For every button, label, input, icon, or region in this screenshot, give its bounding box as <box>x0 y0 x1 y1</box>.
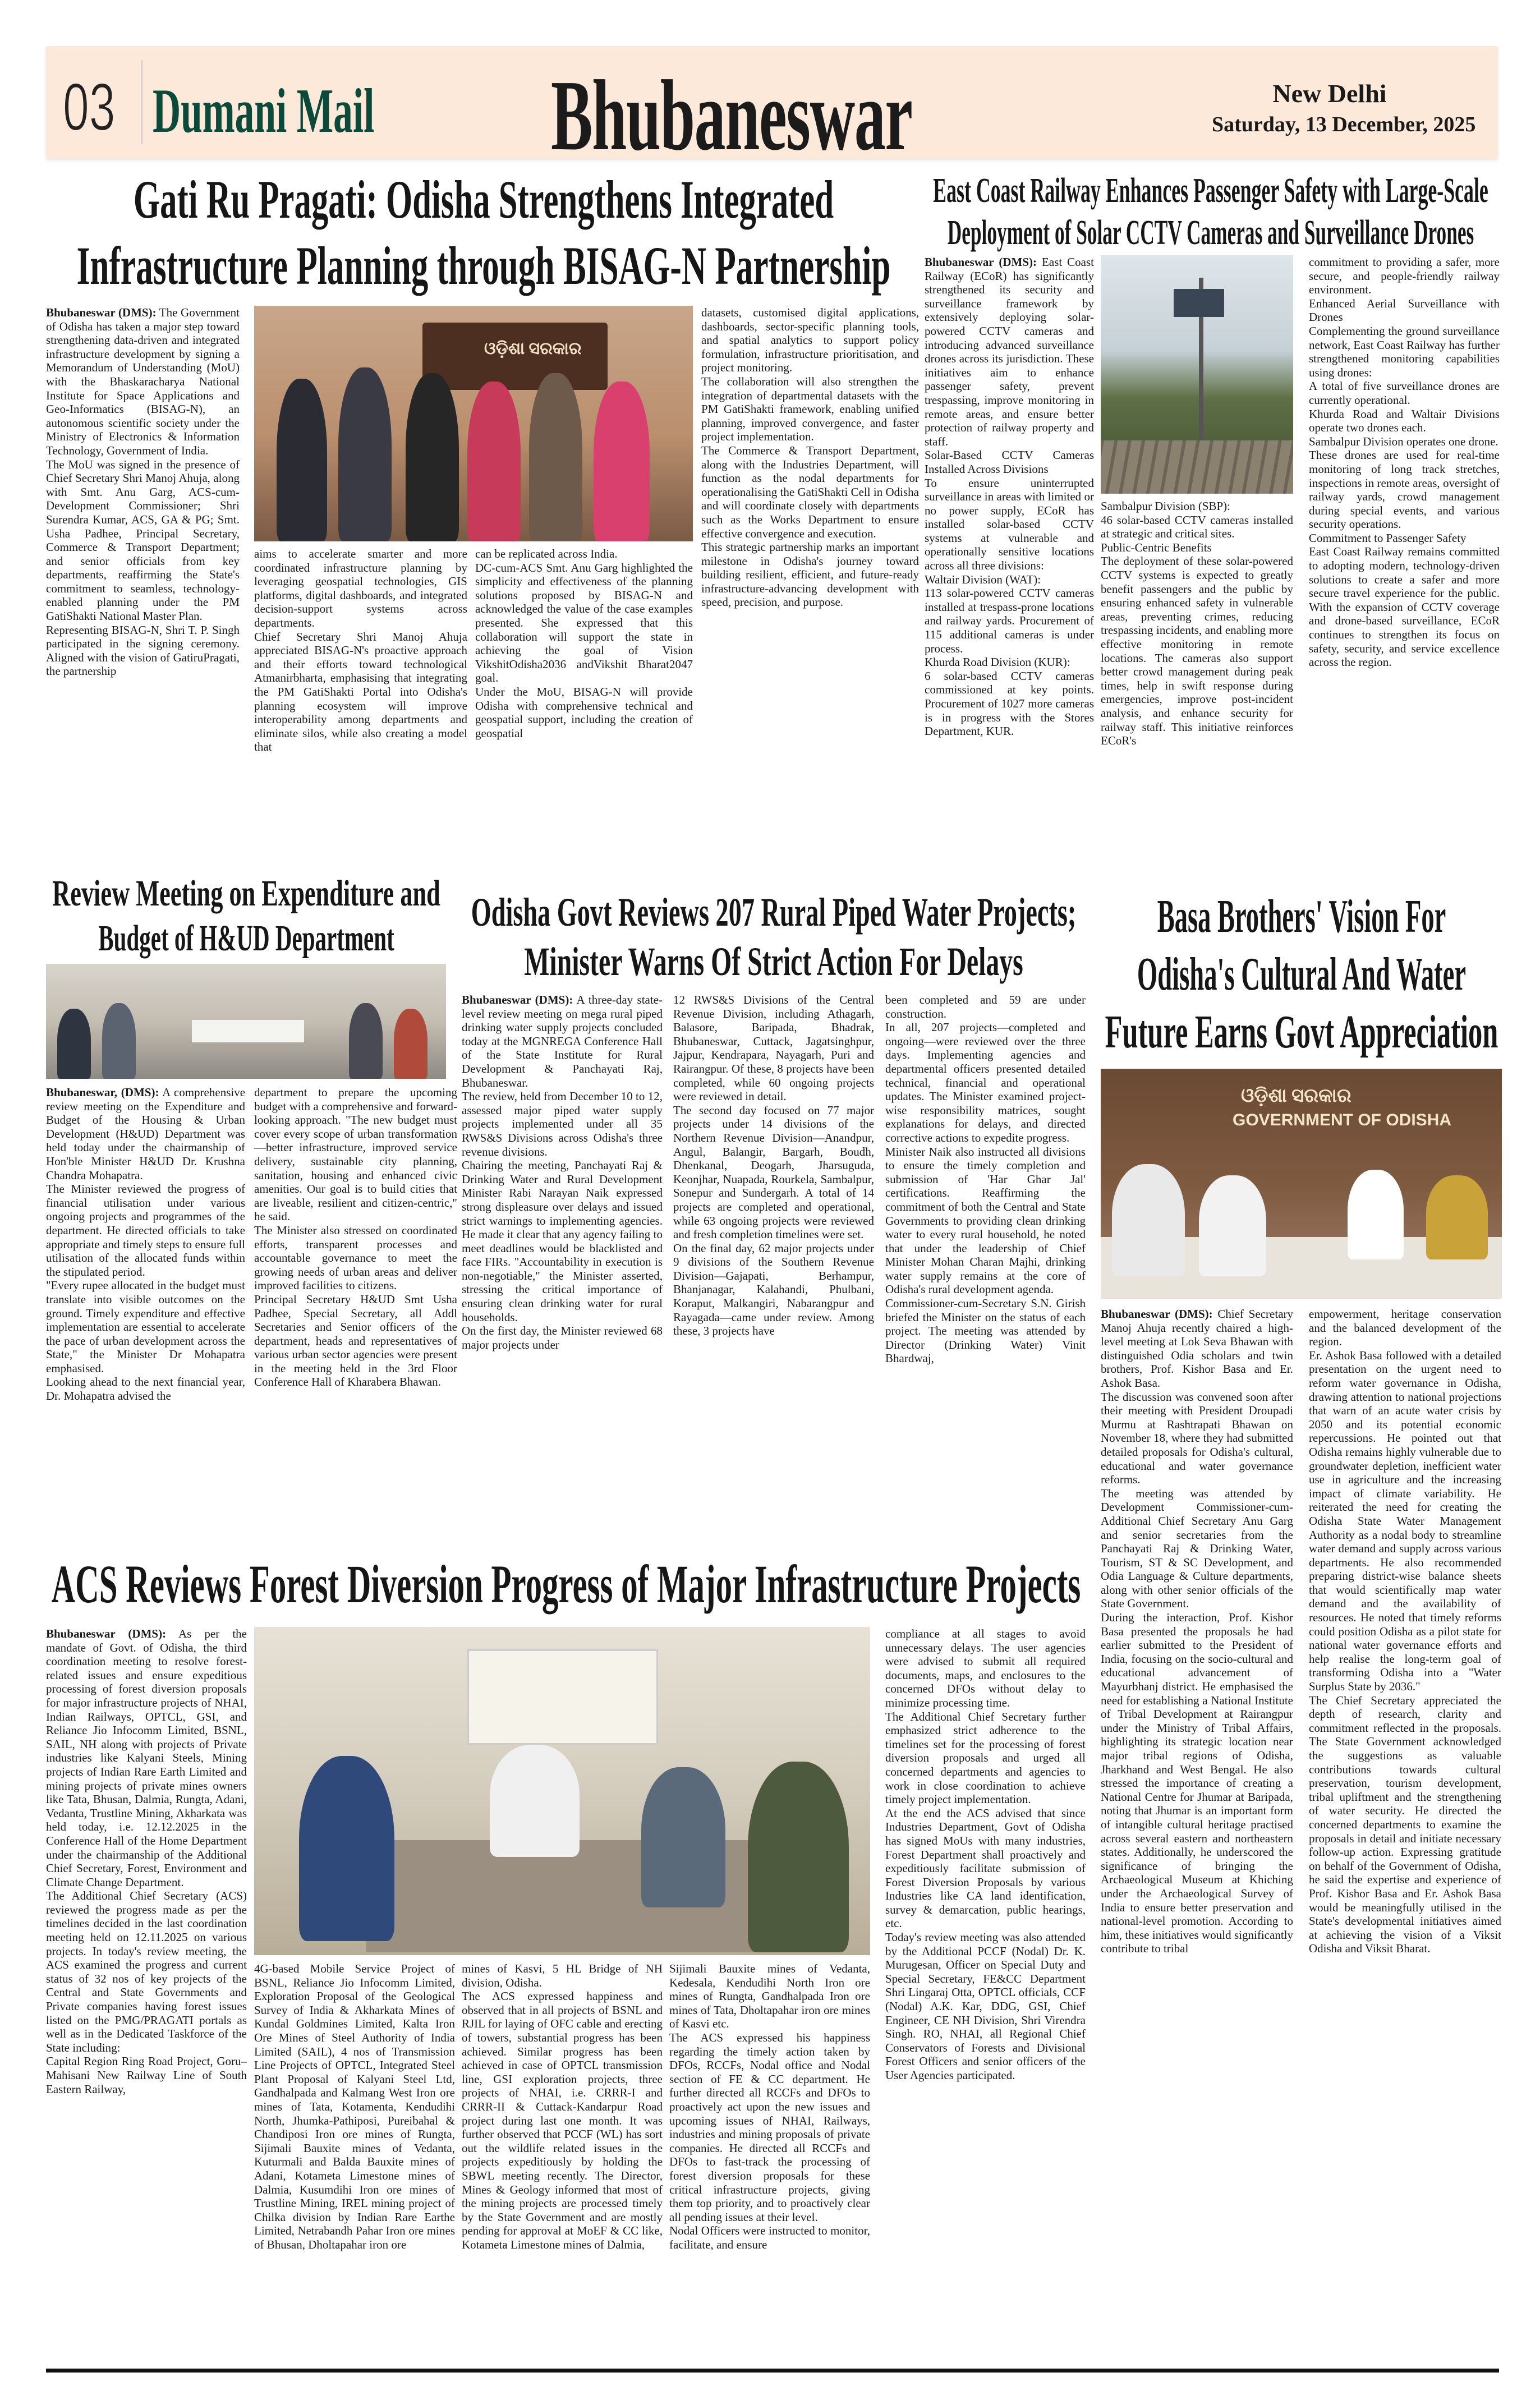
paragraph: mines of Kasvi, 5 HL Bridge of NH division, Odisha. <box>462 1962 663 1989</box>
person-figure <box>57 1009 91 1079</box>
paragraph: empowerment, heritage conservation and the balanced development of the region. <box>1309 1307 1501 1349</box>
article-column <box>46 1086 245 1540</box>
article-headline-ecor <box>925 171 1497 255</box>
paragraph: department to prepare the upcoming budget with a comprehensive and forward-looking approach. "The new budget must cover every scope of urban transformation—better infrastructure, improved service delivery, sustainable city planning, sanitation, housing and enhanced civic amenities. Our goal is to build cities that are liveable, resilient and citizen-centric," he said. <box>254 1086 457 1224</box>
paragraph: The discussion was convened soon after their meeting with President Droupadi Murmu at Rashtrapati Bhawan on November 18, where they had submitted detailed proposals for Odisha's cultural, educational and water governance reforms. <box>1101 1390 1293 1487</box>
person-figure <box>467 381 521 541</box>
paragraph: Principal Secretary H&UD Smt Usha Padhee, Special Secretary, all Addl Secretaries and Senior officers of the department, heads and representatives of various urban sector agencies were present in the meeting held in the 3rd Floor Conference Hall of Kharabera Bhawan. <box>254 1292 457 1389</box>
paragraph: During the interaction, Prof. Kishor Basa presented the proposals he had earlier submitted to the President of India, focusing on the socio-cultural and educational advancement of Mayurbhanj district. He emphasised the need for establishing a National Institute of Tribal Development at Rairangpur under the Ministry of Tribal Affairs, highlighting its strategic location near major tribal regions of Odisha, Jharkhand and West Bengal. He also stressed the importance of creating a National Centre for Jhumar at Baripada, noting that Jhumar is an important form of intangible cultural heritage practised across several eastern and northeastern states. Additionally, he underscored the significance of bringing the Archaeological Museum at Khiching under the Archaeological Survey of India to ensure better preservation and national-level promotion. According to him, these initiatives would significantly contribute to tribal <box>1101 1611 1293 1956</box>
dateline: Bhubaneswar, (DMS): <box>46 1086 159 1099</box>
paragraph: 12 RWS&S Divisions of the Central Revenue Division, including Athagarh, Balasore, Baripada, Bhadrak, Bhubaneswar, Cuttack, Jagatsinghpur, Jajpur, Kendrapara, Nayagarh, Puri and Rairangpur. Of these, 8 projects have been completed, while 60 ongoing projects were reviewed in detail. <box>673 993 874 1104</box>
paragraph: Public-Centric Benefits <box>1101 540 1212 554</box>
article-column <box>925 255 1094 881</box>
paragraph: On the final day, 62 major projects under 9 divisions of the Southern Revenue Division—Gajapati, Berhampur, Bhanjanagar, Kalahandi, Phulbani, Koraput, Malkangiri, Nabarangpur and Rayagada—came under review. Among these, 3 projects have <box>673 1241 874 1338</box>
article-column <box>1101 499 1293 881</box>
person-figure <box>1112 1164 1185 1276</box>
conference-table <box>192 1020 304 1042</box>
masthead <box>46 46 1498 171</box>
paragraph: datasets, customised digital applications, dashboards, sector-specific planning tools, and spatial analytics to support policy formulation, infrastructure prioritisation, and project monitoring. <box>701 306 919 375</box>
article-column <box>669 1962 870 2356</box>
person-figure <box>1426 1175 1488 1259</box>
article-headline-forest <box>46 1553 1086 1617</box>
paragraph: The collaboration will also strengthen the integration of departmental datasets with the PM GatiShakti framework, enabling unified planning, improved convergence, and faster project implementation. <box>701 374 919 444</box>
paragraph: "Every rupee allocated in the budget must translate into visible outcomes on the ground. Timely expenditure and effective implementation are essential to accelerate the pace of urban development across the State," the Minister Dr Mohapatra emphasised. <box>46 1279 245 1375</box>
article-headline-hud <box>46 872 446 962</box>
paragraph: The Minister also stressed on coordinated efforts, transparent processes and accountable governance to meet the growing needs of urban areas and deliver improved facilities to citizens. <box>254 1223 457 1293</box>
dateline: Bhubaneswar (DMS): <box>46 306 157 319</box>
paragraph <box>46 306 240 458</box>
article-column <box>1309 1307 1501 2356</box>
headline-line: Odisha Govt Reviews 207 Rural Piped Water Projects; <box>471 890 1077 935</box>
paragraph: 6 solar-based CCTV cameras commissioned at key points. Procurement of 1027 more cameras is in progress with the Stores Department, KUR. <box>925 669 1094 738</box>
paragraph: Representing BISAG-N, Shri T. P. Singh participated in the signing ceremony. Aligned with the vision of GatiruPragati, the partnership <box>46 623 240 678</box>
paragraph: Sijimali Bauxite mines of Vedanta, Kedesala, Kendudihi North Iron ore mines of Rungta, Gandhalpada Iron ore mines of Tata, Dholtapahar iron ore mines of Kasvi etc. <box>669 1962 870 2031</box>
headline-line: Budget of H&UD Department <box>98 918 394 959</box>
paragraph: The deployment of these solar-powered CCTV systems is expected to greatly benefit passengers and the public by ensuring enhanced safety in vulnerable areas, preventing crimes, reducing trespassing incidents, and enabling more effective monitoring in remote locations. The cameras also support better crowd management during peak times, help in swift response during emergencies, improve post-incident analysis, and enhance security for railway staff. This initiative reinforces ECoR's <box>1101 554 1293 748</box>
paragraph: can be replicated across India. <box>475 547 618 560</box>
paragraph <box>925 255 1094 448</box>
person-figure <box>529 373 582 541</box>
paragraph: Under the MoU, BISAG-N will provide Odisha with comprehensive technical and geospatial support, including the creation of geospatial <box>475 684 693 740</box>
headline-line: Minister Warns Of Strict Action For Delays <box>524 939 1023 984</box>
paragraph <box>46 1627 247 1889</box>
article-column <box>885 993 1086 1540</box>
paragraph: Sambalpur Division (SBP): <box>1101 499 1231 513</box>
paragraph: The Additional Chief Secretary (ACS) reviewed the progress made as per the timelines decided in the last coordination meeting held on 12.11.2025 on various projects. In today's review meeting, the ACS examined the progress and current status of 32 nos of key projects of the Central and State Governments and Private companies having forest issues listed on the PMG/PRAGATI portals as well as in the Dedicated Taskforce of the State including: <box>46 1889 247 2054</box>
paragraph-text: As per the mandate of Govt. of Odisha, the third coordination meeting to resolve forest-related issues and ensure expeditious processing of forest diversion proposals for major infrastructure projects of NHAI, Indian Railways, OPTCL, GSI, and Reliance Jio Infocomm Limited, BSNL, SAIL, NH along with projects of Private industries like Kalyani Steels, Mining projects of Indian Rare Earth Limited and mining projects of private mines owners like Tata, Bhusan, Dalmia, Rungta, Adani, Vedanta, Trustline Mining, Akharkata was held today, i.e. 12.12.2025 in the Conference Hall of the Home Department under the chairmanship of the Additional Chief Secretary, Forest, Environment and Climate Change Department. <box>46 1627 247 1889</box>
headline-line: Deployment of Solar CCTV Cameras and Surveillance Drones <box>947 214 1474 252</box>
person-figure <box>1348 1170 1404 1259</box>
paragraph <box>462 993 663 1089</box>
screen <box>467 1649 658 1745</box>
paragraph: East Coast Railway remains committed to adopting modern, technology-driven solutions to create a safer and more secure travel experience for the public. With the expansion of CCTV coverage and drone-based surveillance, ECoR continues to strengthen its focus on safety, security, and service excellence across the region. <box>1309 545 1500 669</box>
dateline: Bhubaneswar (DMS): <box>462 993 573 1006</box>
paragraph: A total of five surveillance drones are currently operational. <box>1309 379 1500 407</box>
paragraph: The ACS expressed his happiness regarding the timely action taken by DFOs, RCCFs, Nodal office and Nodal section of FE & CC department. He further directed all RCCFs and DFOs to proactively act upon the new issues and upcoming issues of NHAI, Railways, industries and mining proposals of private companies. He directed all RCCFs and DFOs to fast-track the processing of forest diversion proposals for these critical infrastructure projects, giving them top priority, and to proactively clear all pending issues at their level. <box>669 2030 870 2224</box>
article-column <box>701 306 919 864</box>
dateline: Bhubaneswar (DMS): <box>46 1627 167 1640</box>
paragraph: The ACS expressed happiness and observed that in all projects of BSNL and RJIL for laying of OFC cable and erecting of towers, substantial progress has been achieved. Similar progress has been achieved in case of OPTCL transmission line, GSI exploration projects, three projects of NHAI, i.e. CRRR-I and CRRR-II & Cuttack-Kandarpur Road project during last one month. It was further observed that PCCF (WL) has sort out the wildlife related issues in the projects expeditiously by holding the SBWL meeting recently. The Director, Mines & Geology informed that most of the mining projects are processed timely by the State Government and are mostly pending for approval at MoEF & CC like, Kotameta Limestone mines of Dalmia, <box>462 1989 663 2251</box>
paragraph: At the end the ACS advised that since Industries Department, Govt of Odisha has signed MoUs with many industries, Forest Department shall proactively and expeditiously facilitate submission of Forest Diversion Proposals by various Industries like CA land identification, survey & demarcation, public hearings, etc. <box>885 1806 1086 1930</box>
paragraph: 4G-based Mobile Service Project of BSNL, Reliance Jio Infocomm Limited, Exploration Proposal of the Geological Survey of India & Akharkata Mines of Kundal Goldmines Limited, Kalta Iron Ore Mines of Steel Authority of India Limited (SAIL), 4 nos of Transmission Line Projects of OPTCL, Integrated Steel Plant Proposal of Kalyani Steel Ltd, Gandhalpada and Kalmang West Iron ore mines of Tata, Kotamenta, Kendudihi North, Jhumka-Pathiposi, Pureibahal & Chandiposi Iron ore mines of Rungta, Sijimali Bauxite mines of Vedanta, Kuturmali and Balda Bauxite mines of Adani, Kotameta Limestone mines of Dalmia, Kusumdihi Iron ore mines of Trustline Mining, IREL mining project of Chilka division by Indian Rare Earthe Limited, Netrabandh Pahar Iron ore mines of Bhusan, Dholtapahar iron ore <box>254 1962 455 2251</box>
headline-line: Odisha's Cultural And Water <box>1137 948 1466 1000</box>
headline-line: Review Meeting on Expenditure and <box>52 873 440 914</box>
person-figure <box>102 1003 136 1079</box>
photo-hud-meeting <box>46 964 446 1079</box>
paragraph: Looking ahead to the next financial year, Dr. Mohapatra advised the <box>46 1375 245 1403</box>
paragraph: Waltair Division (WAT): <box>925 572 1041 586</box>
paragraph: The Minister reviewed the progress of financial utilisation under various ongoing projects and programmes of the department. He directed officials to take appropriate and timely steps to ensure full utilisation of the allocated funds within the stipulated period. <box>46 1182 245 1279</box>
person-figure <box>277 379 327 541</box>
person-figure <box>594 381 650 541</box>
paragraph-text: East Coast Railway (ECoR) has significantly strengthened its security and surveillance framework by extensively deploying solar-powered CCTV cameras and introducing advanced surveillance drones across its jurisdiction. These initiatives aim to enhance passenger safety, prevent trespassing, improve monitoring in remote areas, and ensure better protection of railway property and staff. <box>925 255 1094 448</box>
person-figure <box>349 1003 383 1079</box>
paragraph: aims to accelerate smarter and more coordinated infrastructure planning by leveraging geospatial technologies, GIS platforms, digital dashboards, and integrated decision-support systems across departments. <box>254 547 467 629</box>
paragraph: Chairing the meeting, Panchayati Raj & Drinking Water and Rural Development Minister Rabi Narayan Naik expressed strong displeasure over delays and issued strict warnings to implementing agencies. He made it clear that any agency failing to meet deadlines would be blacklisted and face FIRs. "Accountability in execution is non-negotiable," the Minister asserted, stressing the critical importance of ensuring clean drinking water for rural households. <box>462 1158 663 1324</box>
paragraph: compliance at all stages to avoid unnecessary delays. The user agencies were advised to submit all required documents, maps, and enclosures to the concerned DFOs without delay to minimize processing time. <box>885 1627 1086 1709</box>
paragraph: Capital Region Ring Road Project, Goru–Mahisani New Railway Line of South Eastern Railway, <box>46 2054 247 2096</box>
paragraph: The Chief Secretary appreciated the depth of research, clarity and commitment reflected in the proposals. The State Government acknowledged the suggestions as valuable contributions towards cultural preservation, tourism development, tribal upliftment and the strengthening of water security. He directed the concerned departments to examine the proposals in detail and initiate necessary follow-up action. Expressing gratitude on behalf of the Government of Odisha, he said the expertise and experience of Prof. Kishor Basa and Er. Ashok Basa would be meaningfully utilised in the State's developmental initiatives aimed at achieving the vision of a Viksit Odisha and Viksit Bharat. <box>1309 1693 1501 1956</box>
paragraph: Commissioner-cum-Secretary S.N. Girish briefed the Minister on the status of each project. The meeting was attended by Director (Drinking Water) Vinit Bhardwaj, <box>885 1296 1086 1365</box>
article-column <box>462 1962 663 2356</box>
article-column <box>46 1627 247 2356</box>
solar-panel <box>1174 289 1224 317</box>
article-column <box>475 547 693 864</box>
section-title: Bhubaneswar <box>551 59 912 171</box>
paragraph: DC-cum-ACS Smt. Anu Garg highlighted the simplicity and effectiveness of the planning solutions proposed by BISAG-N and acknowledged the value of the case examples presented. She expressed that this collaboration will support the state in achieving the goal of Vision VikshitOdisha2036 andVikshit Bharat2047 goal. <box>475 560 693 685</box>
article-column <box>46 306 240 864</box>
dateline: Bhubaneswar (DMS): <box>1101 1307 1213 1321</box>
masthead-divider <box>141 60 142 144</box>
paragraph: The MoU was signed in the presence of Chief Secretary Shri Manoj Ahuja, along with Smt. Anu Garg, ACS-cum-Development Commissioner; Shri Surendra Kumar, ACS, GA & PG; Smt. Usha Padhee, Principal Secretary, Commerce & Transport Department; and senior officials from key departments, reaffirming the State's commitment to seamless, technology-enabled planning under the PM GatiShakti National Master Plan. <box>46 457 240 623</box>
paragraph: 46 solar-based CCTV cameras installed at strategic and critical sites. <box>1101 513 1293 541</box>
person-figure <box>748 1762 849 1952</box>
article-headline-water-projects <box>462 889 1086 988</box>
paragraph: 113 solar-powered CCTV cameras installed at trespass-prone locations and railway yards. Procurement of 115 additional cameras is under process. <box>925 586 1094 655</box>
photo-railway-cctv <box>1101 255 1293 494</box>
paragraph-text: A comprehensive review meeting on the Expenditure and Budget of the Housing & Urban Development (H&UD) Department was held today under the chairmanship of Hon'ble Minister H&UD Dr. Krushna Chandra Mohapatra. <box>46 1086 245 1182</box>
headline-line: Future Earns Govt Appreciation <box>1105 1006 1498 1058</box>
page-number: 03 <box>63 70 116 145</box>
backdrop-text: ଓଡ଼ିଶା ସରକାର <box>484 339 582 358</box>
article-headline-basa <box>1101 889 1502 1063</box>
paragraph: Khurda Road Division (KUR): <box>925 655 1070 669</box>
bottom-rule <box>46 2369 1499 2373</box>
paragraph <box>1101 1307 1293 1390</box>
person-figure <box>1199 1175 1266 1276</box>
person-figure <box>490 1745 580 1857</box>
paragraph: Khurda Road and Waltair Divisions operate two drones each. <box>1309 407 1500 435</box>
paragraph: The Commerce & Transport Department, along with the Industries Department, will function as the nodal departments for operationalising the GatiShakti Cell in Odisha and will coordinate closely with departments such as the Works Department to ensure effective convergence and execution. <box>701 443 919 540</box>
photo-basa-meeting <box>1101 1069 1502 1299</box>
person-figure <box>641 1767 725 1907</box>
paragraph: The review, held from December 10 to 12, assessed major piped water supply projects implemented under all 35 RWS&S Divisions across Odisha's three revenue divisions. <box>462 1089 663 1158</box>
article-column <box>1101 1307 1293 2356</box>
article-column <box>254 1086 457 1540</box>
article-column <box>254 1962 455 2356</box>
paragraph: To ensure uninterrupted surveillance in areas with limited or no power supply, ECoR has installed solar-based CCTV systems at vulnerable and operationally sensitive locations across all three divisions: <box>925 476 1094 573</box>
paragraph: These drones are used for real-time monitoring of long track stretches, inspections in remote areas, oversight of railway yards, crowd management during special events, and various security operations. <box>1309 448 1500 531</box>
paragraph: Nodal Officers were instructed to monitor, facilitate, and ensure <box>669 2224 870 2251</box>
headline-line: Infrastructure Planning through BISAG-N Partnership <box>76 236 891 296</box>
person-figure <box>338 367 392 541</box>
edition-date: Saturday, 13 December, 2025 <box>1212 113 1476 136</box>
article-column <box>462 993 663 1540</box>
paragraph: Sambalpur Division operates one drone. <box>1309 434 1498 448</box>
paragraph: Complementing the ground surveillance network, East Coast Railway has further strengthened monitoring capabilities using drones: <box>1309 324 1500 379</box>
paragraph: On the first day, the Minister reviewed 68 major projects under <box>462 1324 663 1351</box>
paragraph: The second day focused on 77 major projects under 14 divisions of the Northern Revenue Division—Anandpur, Angul, Balangir, Bargarh, Boudh, Dhenkanal, Deogarh, Jharsuguda, Keonjhar, Nuapada, Rourkela, Sambalpur, Sonepur and Sundergarh. A total of 14 projects are completed and operational, while 63 ongoing projects were reviewed and fresh completion timelines were set. <box>673 1103 874 1242</box>
paragraph: Er. Ashok Basa followed with a detailed presentation on the urgent need to reform water governance in Odisha, drawing attention to national projections that warn of an acute water crisis by 2050 and its potential economic repercussions. He pointed out that Odisha remains highly vulnerable due to groundwater depletion, inefficient water use in agriculture and the increasing impact of climate variability. He reiterated the need for creating the Odisha State Water Management Authority as a nodal body to streamline water demand and supply across various departments. He also recommended preparing district-wise balance sheets that would scientifically map water demand and the availability of resources. He noted that timely reforms could position Odisha as a pilot state for national water governance efforts and help realise the long-term goal of transforming Odisha into a "Water Surplus State by 2036." <box>1309 1348 1501 1694</box>
photo-forest-review <box>254 1627 870 1955</box>
headline-line: Basa Brothers' Vision For <box>1157 890 1446 942</box>
paragraph: In all, 207 projects—completed and ongoing—were reviewed over the three days. Implementing agencies and departmental officers presented detailed technical, financial and operational updates. The Minister examined project-wise responsibility matrices, sought explanations for delays, and directed corrective actions to expedite progress. <box>885 1020 1086 1144</box>
newspaper-brand: Dumani Mail <box>153 76 375 146</box>
edition-place: New Delhi <box>1272 79 1387 108</box>
paragraph: been completed and 59 are under construction. <box>885 993 1086 1020</box>
paragraph: commitment to providing a safer, more secure, and people-friendly railway environment. <box>1309 255 1500 297</box>
article-column <box>1309 255 1500 881</box>
article-column <box>885 1627 1086 2356</box>
paragraph: Minister Naik also instructed all divisions to ensure the timely completion and submission of 'Har Ghar Jal' certifications. Reaffirming the commitment of both the Central and State Governments to providing clean drinking water to every rural household, he noted that under the leadership of Chief Minister Mohan Charan Majhi, drinking water supply remains at the core of Odisha's rural development agenda. <box>885 1144 1086 1296</box>
paragraph <box>46 1086 245 1182</box>
person-figure <box>299 1756 394 1941</box>
paragraph: Enhanced Aerial Surveillance with Drones <box>1309 296 1500 324</box>
paragraph: This strategic partnership marks an important milestone in Odisha's journey toward building resilient, efficient, and future-ready infrastructure-advancing development with speed, precision, and purpose. <box>701 540 919 609</box>
person-figure <box>406 373 459 541</box>
photo-mou-signing <box>254 306 693 541</box>
paragraph: Solar-Based CCTV Cameras Installed Across Divisions <box>925 448 1094 476</box>
paragraph: The meeting was attended by Development Commissioner-cum-Additional Chief Secretary Anu Garg and senior secretaries from the Panchayati Raj & Drinking Water, Tourism, ST & SC Development, and Odia Language & Culture departments, along with other senior officials of the State Government. <box>1101 1486 1293 1611</box>
railway-track <box>1101 440 1293 494</box>
paragraph-text: A three-day state-level review meeting on mega rural piped drinking water supply projects concluded today at the MGNREGA Conference Hall of the State Institute for Rural Development & Panchayati Raj, Bhubaneswar. <box>462 993 663 1089</box>
backdrop-text-en: GOVERNMENT OF ODISHA <box>1233 1111 1452 1129</box>
article-column <box>673 993 874 1540</box>
headline-line: East Coast Railway Enhances Passenger Safety with Large-Scale <box>933 172 1488 210</box>
paragraph: Commitment to Passenger Safety <box>1309 531 1467 545</box>
article-headline-bisag <box>46 168 921 301</box>
paragraph: Today's review meeting was also attended by the Additional PCCF (Nodal) Dr. K. Murugesan, Officer on Special Duty and Special Secretary, FE&CC Department Shri Lingaraj Otta, OPTCL officials, CCF (Nodal) A.K. Kar, DDG, GSI, Chief Engineer, CE NH Division, Shri Virendra Singh. RO, NHAI, all Regional Chief Conservators of Forests and Divisional Forest Officers and senior officers of the User Agencies participated. <box>885 1930 1086 2082</box>
article-column <box>254 547 467 864</box>
paragraph: The Additional Chief Secretary further emphasized strict adherence to the timelines set for the processing of forest diversion proposals and urged all concerned departments and agencies to work in close coordination to achieve timely project implementation. <box>885 1709 1086 1806</box>
paragraph-text: Chief Secretary Manoj Ahuja recently chaired a high-level meeting at Lok Seva Bhawan with distinguished Odia scholars and twin brothers, Prof. Kishor Basa and Er. Ashok Basa. <box>1101 1307 1293 1390</box>
dateline: Bhubaneswar (DMS): <box>925 255 1037 269</box>
paragraph-text: The Government of Odisha has taken a major step toward strengthening data-driven and integrated infrastructure development by signing a Memorandum of Understanding (MoU) with the Bhaskaracharya National Institute for Space Applications and Geo-Informatics (BISAG-N), an autonomous scientific society under the Ministry of Electronics & Information Technology, Government of India. <box>46 306 240 457</box>
headline-line: Gati Ru Pragati: Odisha Strengthens Integrated <box>133 169 834 229</box>
paragraph: Chief Secretary Shri Manoj Ahuja appreciated BISAG-N's proactive approach and their efforts toward technological Atmanirbharta, emphasising that integrating the PM GatiShakti Portal into Odisha's planning ecosystem will improve interoperability among departments and eliminate silos, while also creating a model that <box>254 629 467 754</box>
backdrop-text: ଓଡ଼ିଶା ସରକାର <box>1241 1086 1351 1106</box>
person-figure <box>394 1009 427 1079</box>
headline-line: ACS Reviews Forest Diversion Progress of Major Infrastructure Projects <box>51 1554 1081 1614</box>
